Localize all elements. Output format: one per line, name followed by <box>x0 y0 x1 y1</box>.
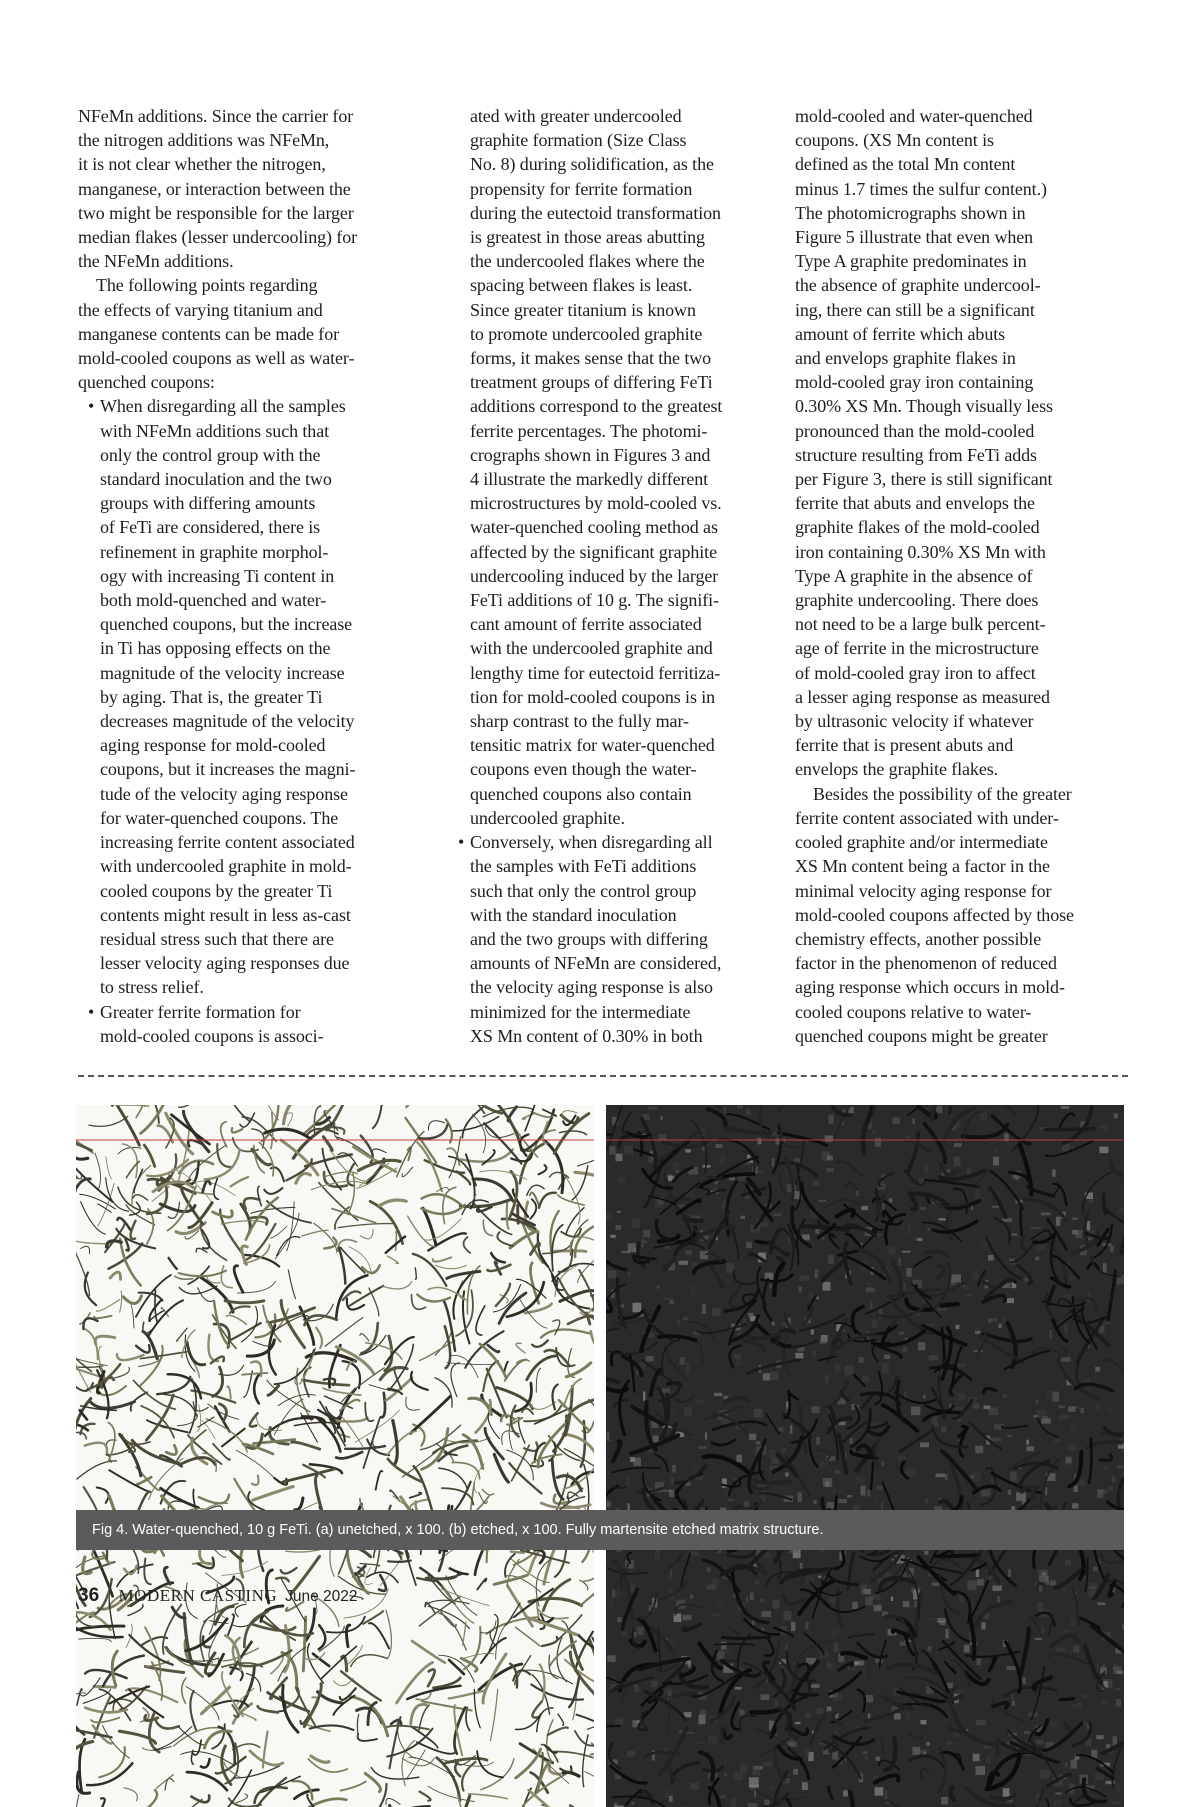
text-line: both mold-quenched and water- <box>78 588 408 612</box>
text-line: quenched coupons, but the increase <box>78 612 408 636</box>
section-divider <box>78 1075 1128 1077</box>
text-line: residual stress such that there are <box>78 927 408 951</box>
micrograph-etched <box>606 1105 1124 1807</box>
text-line: ferrite that is present abuts and <box>795 733 1128 757</box>
text-line: minus 1.7 times the sulfur content.) <box>795 177 1128 201</box>
bullet-icon: • <box>78 394 100 418</box>
text-line: ogy with increasing Ti content in <box>78 564 408 588</box>
magazine-name: MODERN CASTING <box>119 1586 278 1606</box>
text-line: Figure 5 illustrate that even when <box>795 225 1128 249</box>
text-line: two might be responsible for the larger <box>78 201 408 225</box>
bullet-line <box>78 394 408 418</box>
text-line: to stress relief. <box>78 975 408 999</box>
text-line: graphite flakes of the mold-cooled <box>795 515 1128 539</box>
text-line: minimal velocity aging response for <box>795 879 1128 903</box>
text-line: amount of ferrite which abuts <box>795 322 1128 346</box>
text-line: Type A graphite in the absence of <box>795 564 1128 588</box>
text-line: crographs shown in Figures 3 and <box>448 443 780 467</box>
text-line: mold-cooled coupons affected by those <box>795 903 1128 927</box>
text-line: quenched coupons: <box>78 370 408 394</box>
text-line: decreases magnitude of the velocity <box>78 709 408 733</box>
text-line: Since greater titanium is known <box>448 298 780 322</box>
text-line: mold-cooled and water-quenched <box>795 104 1128 128</box>
text-line: only the control group with the <box>78 443 408 467</box>
text-line: the velocity aging response is also <box>448 975 780 999</box>
text-line: ferrite content associated with under- <box>795 806 1128 830</box>
text-line: to promote undercooled graphite <box>448 322 780 346</box>
text-line: graphite undercooling. There does <box>795 588 1128 612</box>
text-line: for water-quenched coupons. The <box>78 806 408 830</box>
text-line: coupons, but it increases the magni- <box>78 757 408 781</box>
text-line: The photomicrographs shown in <box>795 201 1128 225</box>
text-line: tensitic matrix for water-quenched <box>448 733 780 757</box>
text-line: 4 illustrate the markedly different <box>448 467 780 491</box>
text-line: standard inoculation and the two <box>78 467 408 491</box>
text-line: Conversely, when disregarding all <box>470 830 712 854</box>
text-line: of FeTi are considered, there is <box>78 515 408 539</box>
text-line: during the eutectoid transformation <box>448 201 780 225</box>
text-line: mold-cooled coupons is associ- <box>78 1024 408 1048</box>
text-line: magnitude of the velocity increase <box>78 661 408 685</box>
text-line: factor in the phenomenon of reduced <box>795 951 1128 975</box>
text-line: Greater ferrite formation for <box>100 1000 301 1024</box>
figure-caption: Fig 4. Water-quenched, 10 g FeTi. (a) unetched, x 100. (b) etched, x 100. Fully martensite etched matrix structure. <box>76 1510 1124 1550</box>
text-line: with the standard inoculation <box>448 903 780 927</box>
bullet-line <box>78 1000 408 1024</box>
page-footer <box>78 1585 358 1607</box>
text-line: by ultrasonic velocity if whatever <box>795 709 1128 733</box>
text-line: cooled coupons relative to water- <box>795 1000 1128 1024</box>
bullet-line <box>448 830 780 854</box>
text-line: microstructures by mold-cooled vs. <box>448 491 780 515</box>
text-line: and the two groups with differing <box>448 927 780 951</box>
text-line: affected by the significant graphite <box>448 540 780 564</box>
text-line: chemistry effects, another possible <box>795 927 1128 951</box>
text-line: the NFeMn additions. <box>78 249 408 273</box>
text-line: 0.30% XS Mn. Though visually less <box>795 394 1128 418</box>
text-line: envelops the graphite flakes. <box>795 757 1128 781</box>
text-column-3 <box>795 104 1128 1054</box>
text-line: FeTi additions of 10 g. The signifi- <box>448 588 780 612</box>
text-line: with undercooled graphite in mold- <box>78 854 408 878</box>
text-line: by aging. That is, the greater Ti <box>78 685 408 709</box>
text-line: with NFeMn additions such that <box>78 419 408 443</box>
text-line: in Ti has opposing effects on the <box>78 636 408 660</box>
text-line: When disregarding all the samples <box>100 394 346 418</box>
text-line: minimized for the intermediate <box>448 1000 780 1024</box>
text-line: and envelops graphite flakes in <box>795 346 1128 370</box>
text-column-2 <box>448 104 780 1054</box>
text-line: it is not clear whether the nitrogen, <box>78 152 408 176</box>
page-number: 36 <box>78 1585 99 1607</box>
text-line: coupons even though the water- <box>448 757 780 781</box>
text-line: XS Mn content of 0.30% in both <box>448 1024 780 1048</box>
text-line: of mold-cooled gray iron to affect <box>795 661 1128 685</box>
text-line: aging response for mold-cooled <box>78 733 408 757</box>
text-line: the nitrogen additions was NFeMn, <box>78 128 408 152</box>
text-line: XS Mn content being a factor in the <box>795 854 1128 878</box>
text-line: refinement in graphite morphol- <box>78 540 408 564</box>
text-line: undercooled graphite. <box>448 806 780 830</box>
bullet-icon: • <box>448 830 470 854</box>
text-line: water-quenched cooling method as <box>448 515 780 539</box>
text-line: defined as the total Mn content <box>795 152 1128 176</box>
text-line: ing, there can still be a significant <box>795 298 1128 322</box>
text-line: ferrite that abuts and envelops the <box>795 491 1128 515</box>
text-line: cant amount of ferrite associated <box>448 612 780 636</box>
text-line: tude of the velocity aging response <box>78 782 408 806</box>
text-line: spacing between flakes is least. <box>448 273 780 297</box>
text-line: a lesser aging response as measured <box>795 685 1128 709</box>
text-line: Besides the possibility of the greater <box>795 782 1128 806</box>
text-line: structure resulting from FeTi adds <box>795 443 1128 467</box>
text-line: manganese, or interaction between the <box>78 177 408 201</box>
text-column-1 <box>78 104 408 1054</box>
text-line: graphite formation (Size Class <box>448 128 780 152</box>
bullet-icon: • <box>78 1000 100 1024</box>
text-line: undercooling induced by the larger <box>448 564 780 588</box>
text-line: ated with greater undercooled <box>448 104 780 128</box>
text-line: with the undercooled graphite and <box>448 636 780 660</box>
text-line: contents might result in less as-cast <box>78 903 408 927</box>
text-line: Type A graphite predominates in <box>795 249 1128 273</box>
text-line: iron containing 0.30% XS Mn with <box>795 540 1128 564</box>
text-line: The following points regarding <box>78 273 408 297</box>
text-line: age of ferrite in the microstructure <box>795 636 1128 660</box>
text-line: cooled coupons by the greater Ti <box>78 879 408 903</box>
text-line: cooled graphite and/or intermediate <box>795 830 1128 854</box>
text-line: the samples with FeTi additions <box>448 854 780 878</box>
text-line: No. 8) during solidification, as the <box>448 152 780 176</box>
text-line: manganese contents can be made for <box>78 322 408 346</box>
footer-separator: | <box>107 1586 110 1606</box>
micrograph-unetched <box>76 1105 594 1807</box>
text-line: ferrite percentages. The photomi- <box>448 419 780 443</box>
text-line: groups with differing amounts <box>78 491 408 515</box>
text-line: increasing ferrite content associated <box>78 830 408 854</box>
text-line: such that only the control group <box>448 879 780 903</box>
text-line: mold-cooled coupons as well as water- <box>78 346 408 370</box>
text-line: treatment groups of differing FeTi <box>448 370 780 394</box>
text-line: the absence of graphite undercool- <box>795 273 1128 297</box>
issue-date: June 2022 <box>285 1588 357 1606</box>
text-line: NFeMn additions. Since the carrier for <box>78 104 408 128</box>
text-line: lengthy time for eutectoid ferritiza- <box>448 661 780 685</box>
text-line: mold-cooled gray iron containing <box>795 370 1128 394</box>
text-line: the undercooled flakes where the <box>448 249 780 273</box>
text-line: not need to be a large bulk percent- <box>795 612 1128 636</box>
text-line: additions correspond to the greatest <box>448 394 780 418</box>
text-line: median flakes (lesser undercooling) for <box>78 225 408 249</box>
text-line: forms, it makes sense that the two <box>448 346 780 370</box>
text-line: lesser velocity aging responses due <box>78 951 408 975</box>
text-line: amounts of NFeMn are considered, <box>448 951 780 975</box>
text-line: quenched coupons might be greater <box>795 1024 1128 1048</box>
text-line: propensity for ferrite formation <box>448 177 780 201</box>
text-line: is greatest in those areas abutting <box>448 225 780 249</box>
text-line: sharp contrast to the fully mar- <box>448 709 780 733</box>
text-line: coupons. (XS Mn content is <box>795 128 1128 152</box>
text-line: pronounced than the mold-cooled <box>795 419 1128 443</box>
text-line: the effects of varying titanium and <box>78 298 408 322</box>
text-line: quenched coupons also contain <box>448 782 780 806</box>
text-line: aging response which occurs in mold- <box>795 975 1128 999</box>
text-line: tion for mold-cooled coupons is in <box>448 685 780 709</box>
text-line: per Figure 3, there is still significant <box>795 467 1128 491</box>
